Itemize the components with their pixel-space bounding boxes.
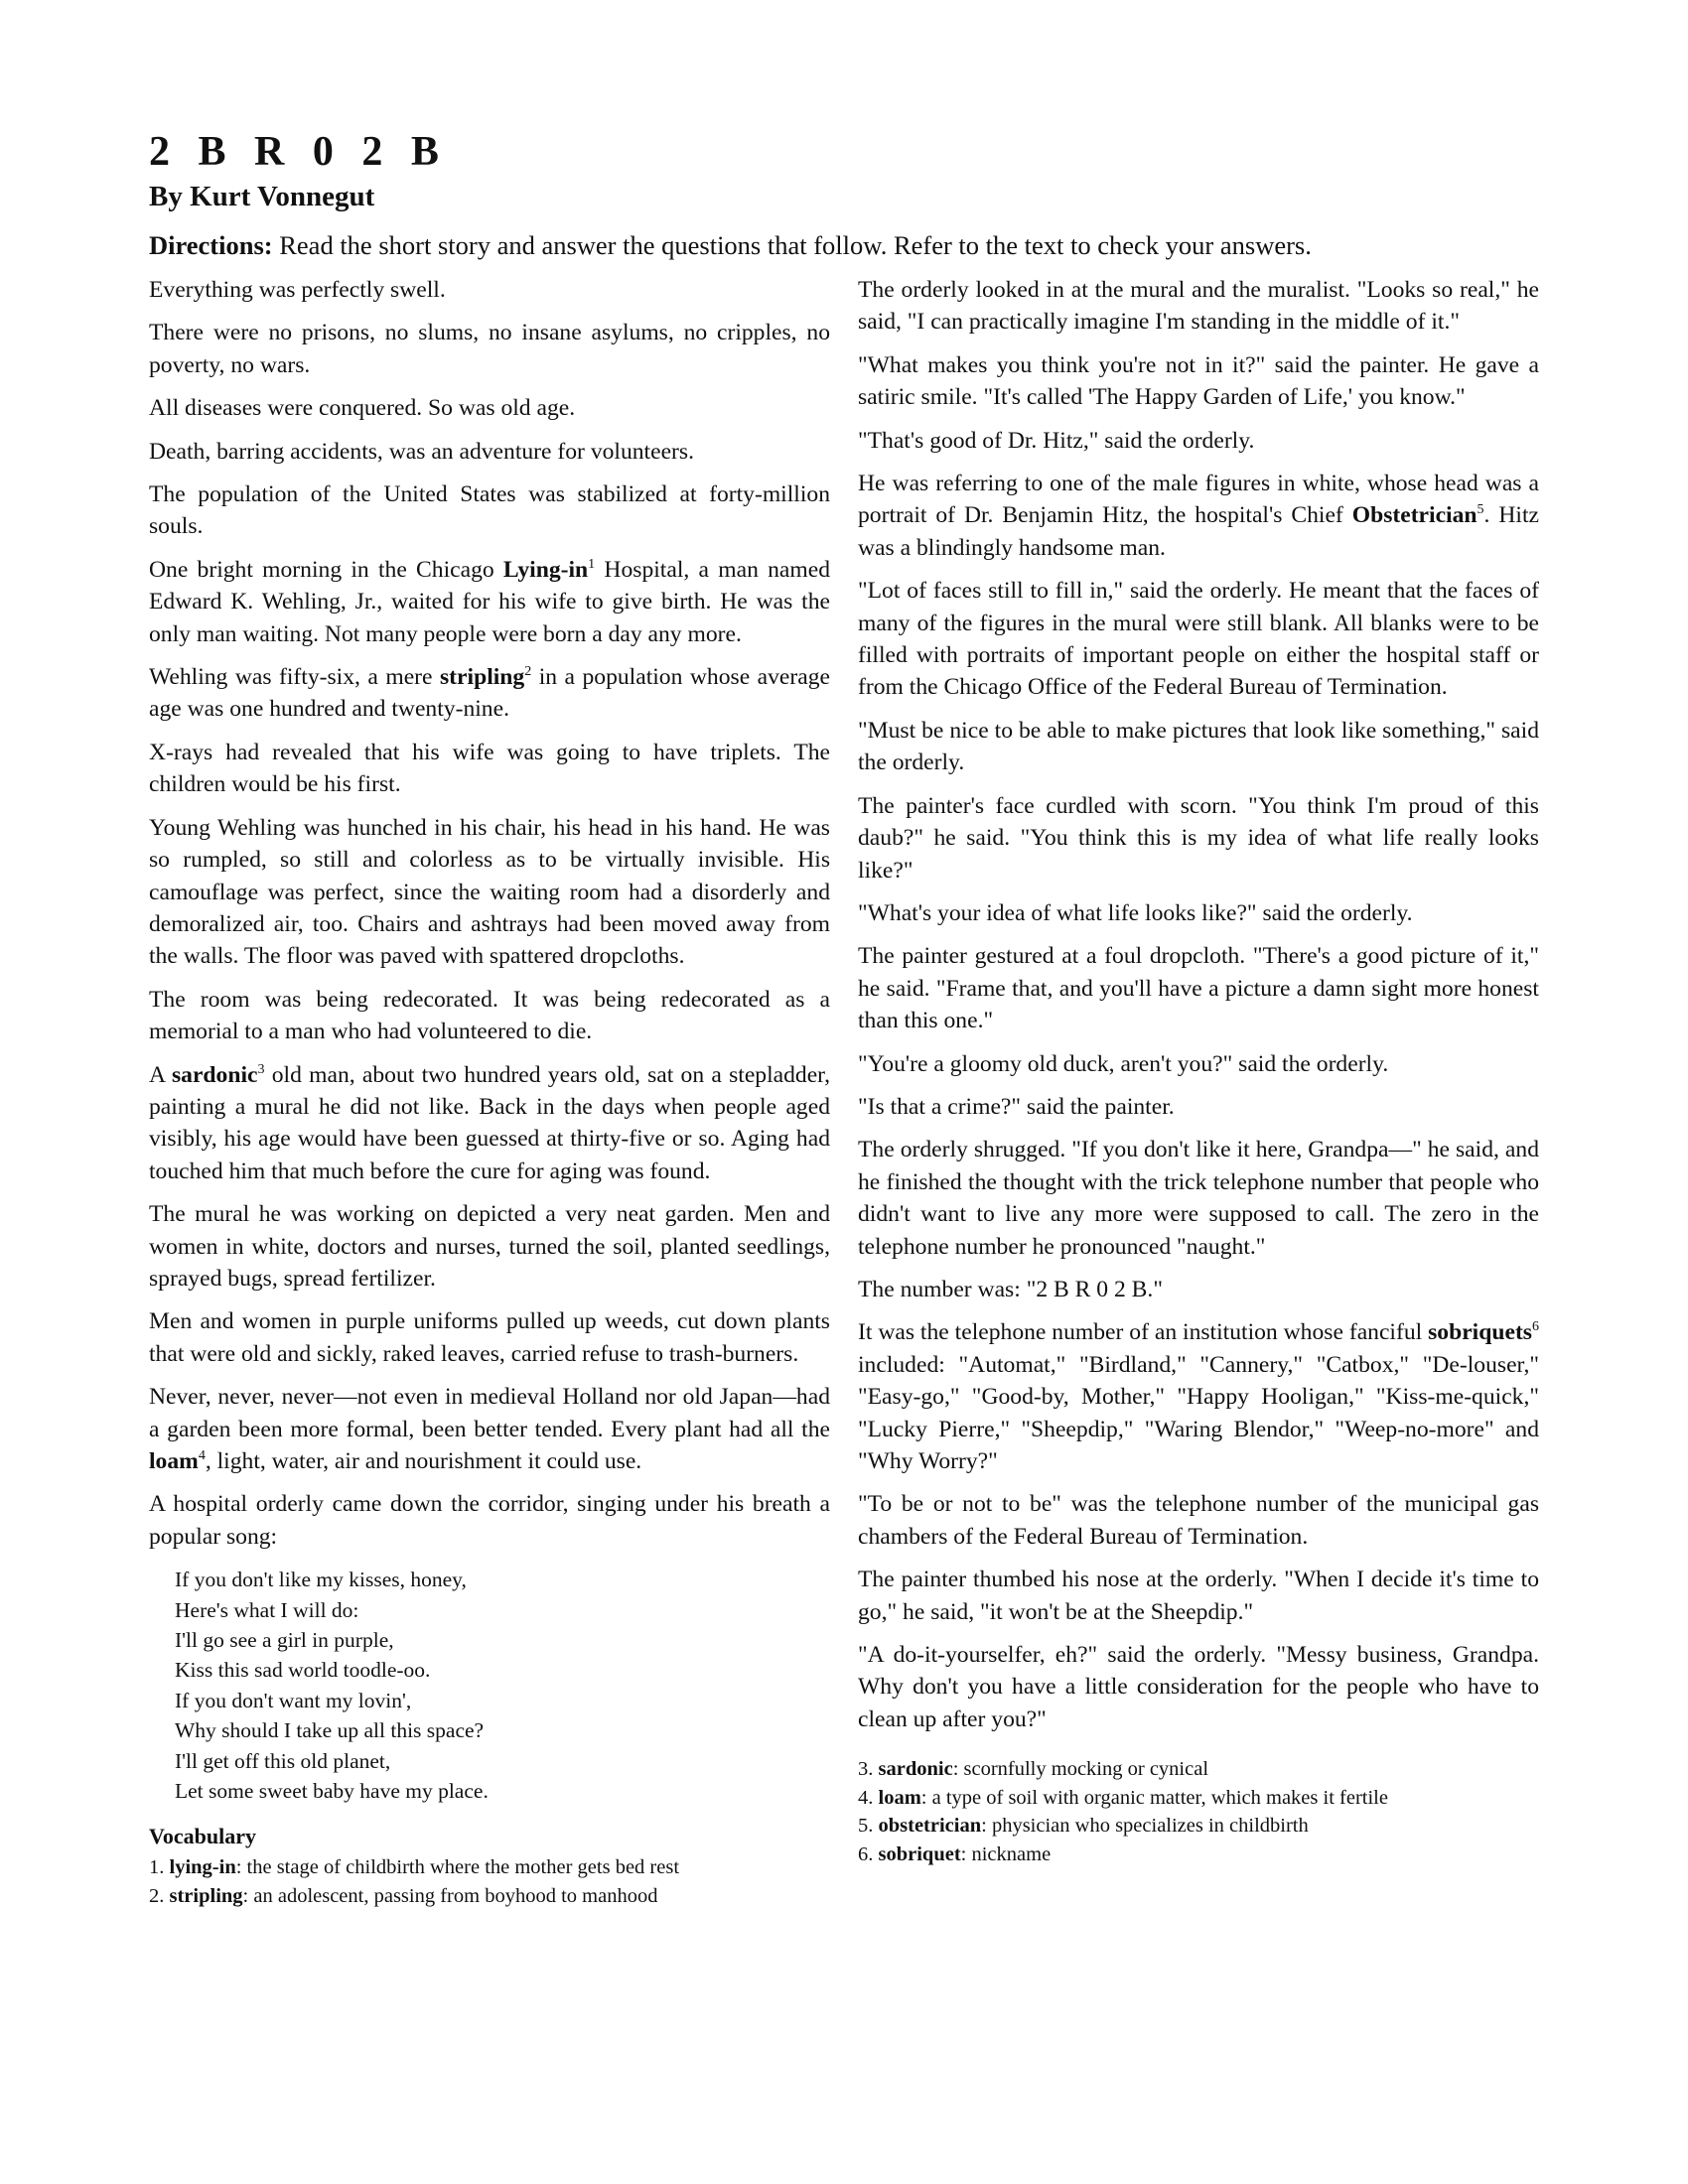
song-lyrics — [175, 1565, 830, 1806]
text-run: . Hitz was a blindingly handsome man. — [858, 502, 1540, 561]
paragraph: The mural he was working on depicted a very neat garden. Men and women in white, doctors and nurses, turned the soil, planted seedlings, sprayed bugs, spread fertilizer. — [149, 1201, 830, 1292]
text-run: in a population whose average age was one hundred and twenty-nine. — [149, 664, 830, 723]
vocab-item-term: sardonic — [878, 1758, 953, 1781]
footnote-ref: 5 — [1477, 502, 1484, 518]
vocab-definition: : nickname — [960, 1843, 1052, 1865]
paragraph — [858, 1316, 1539, 1477]
song-line: If you don't like my kisses, honey, — [175, 1568, 467, 1592]
paragraph: "You're a gloomy old duck, aren't you?" said the orderly. — [858, 1050, 1389, 1077]
directions-text: Read the short story and answer the questions that follow. Refer to the text to check your answers. — [272, 230, 1312, 260]
paragraph: Death, barring accidents, was an adventure for volunteers. — [149, 438, 694, 465]
footnote-ref: 3 — [257, 1061, 265, 1077]
paragraph: The population of the United States was stabilized at forty-million souls. — [149, 481, 830, 540]
footnote-ref: 2 — [524, 664, 532, 680]
vocab-item — [858, 1784, 1539, 1813]
paragraph — [149, 1059, 830, 1188]
paragraph: "What makes you think you're not in it?" said the painter. He gave a satiric smile. "It's called 'The Happy Garden of Life,' you know." — [858, 351, 1539, 411]
vocab-term: sardonic — [171, 1061, 258, 1088]
paragraph: The room was being redecorated. It was being redecorated as a memorial to a man who had volunteered to die. — [149, 986, 830, 1045]
paragraph: Everything was perfectly swell. — [149, 277, 446, 303]
song-line: Let some sweet baby have my place. — [175, 1779, 489, 1804]
vocab-definition: : physician who specializes in childbirth — [981, 1815, 1309, 1838]
paragraph: "Lot of faces still to fill in," said the orderly. He meant that the faces of many of the figures in the mural were still blank. All blanks were to be filled with portraits of important people on either the hospital staff or from the Chicago Office of the Federal Bureau of Termination. — [858, 578, 1539, 701]
text-run: One bright morning in the Chicago — [149, 556, 503, 583]
vocab-term: loam — [149, 1448, 199, 1474]
paragraph: All diseases were conquered. So was old age. — [149, 395, 576, 422]
vocab-number: 6. — [858, 1843, 879, 1865]
song-line: Why should I take up all this space? — [175, 1718, 485, 1743]
vocab-number: 5. — [858, 1815, 879, 1838]
vocab-definition: : the stage of childbirth where the mother gets bed rest — [235, 1856, 680, 1879]
vocab-item-term: stripling — [169, 1884, 243, 1907]
vocab-number: 3. — [858, 1758, 879, 1781]
paragraph: The painter thumbed his nose at the orderly. "When I decide it's time to go," he said, "it won't be at the Sheepdip." — [858, 1567, 1539, 1625]
vocab-item — [149, 1853, 830, 1882]
text-run: , light, water, air and nourishment it could use. — [205, 1448, 642, 1474]
text-run: included: "Automat," "Birdland," "Cannery," "Catbox," "De-louser," "Easy-go," "Good-by, Mother," "Happy Hooligan," "Kiss-me-quick," "Lucky Pierre," "Sheepdip," "Waring Blendor," "Weep-no-more" and "Why Worry?" — [858, 1351, 1539, 1474]
vocab-number: 1. — [149, 1856, 170, 1879]
paragraph — [858, 468, 1539, 564]
vocab-item — [149, 1882, 830, 1911]
paragraph: The painter's face curdled with scorn. "You think I'm proud of this daub?" he said. "You think this is my idea of what life really looks like?" — [858, 792, 1539, 884]
paragraph — [149, 554, 830, 650]
text-run: old man, about two hundred years old, sat on a stepladder, painting a mural he did not like. Back in the days when people aged visibly, his age would have been guessed at thirty-five or so. Aging had touched him that much before the cure for aging was found. — [149, 1061, 830, 1184]
vocab-item-term: lying-in — [169, 1856, 236, 1879]
text-run: Hospital, a man named Edward K. Wehling, Jr., waited for his wife to give birth. He was the only man waiting. Not many people were born a day any more. — [149, 556, 830, 647]
song-line: Kiss this sad world toodle-oo. — [175, 1658, 431, 1683]
paragraph: "To be or not to be" was the telephone number of the municipal gas chambers of the Federal Bureau of Termination. — [858, 1491, 1539, 1550]
vocabulary-list — [858, 1755, 1539, 1868]
vocab-definition: : an adolescent, passing from boyhood to manhood — [242, 1884, 658, 1907]
footnote-ref: 4 — [198, 1448, 206, 1464]
story-author: By Kurt Vonnegut — [149, 181, 375, 212]
vocab-item-term: sobriquet — [878, 1843, 961, 1865]
paragraph: "Is that a crime?" said the painter. — [858, 1093, 1175, 1120]
text-run: Never, never, never—not even in medieval Holland nor old Japan—had a garden been more formal, been better tended. Every plant had all the — [149, 1384, 830, 1442]
document-header — [149, 127, 1539, 262]
vocab-term: sobriquets — [1428, 1319, 1532, 1346]
text-run: He was referring to one of the male figures in white, whose head was a portrait of Dr. Benjamin Hitz, the hospital's Chief — [858, 471, 1539, 529]
vocab-item — [858, 1812, 1539, 1841]
paragraph: Men and women in purple uniforms pulled up weeds, cut down plants that were old and sickly, raked leaves, carried refuse to trash-burners. — [149, 1308, 830, 1367]
story-title: 2 B R 0 2 B — [149, 129, 448, 175]
paragraph: "Must be nice to be able to make pictures that look like something," said the orderly. — [858, 717, 1539, 776]
vocab-term: Lying-in — [502, 556, 589, 583]
paragraph — [149, 1381, 830, 1477]
vocab-item-term: loam — [878, 1786, 921, 1809]
vocabulary-list — [149, 1853, 830, 1910]
paragraph: Young Wehling was hunched in his chair, his head in his hand. He was so rumpled, so still and colorless as to be virtually invisible. His camouflage was perfect, since the waiting room had a disorderly and demoralized air, too. Chairs and ashtrays had been moved away from the walls. The floor was paved with spattered dropcloths. — [149, 814, 830, 970]
vocab-item — [858, 1755, 1539, 1784]
text-run: It was the telephone number of an institution whose fanciful — [858, 1319, 1429, 1346]
left-column — [149, 274, 830, 1910]
song-line: Here's what I will do: — [175, 1597, 359, 1622]
paragraph: There were no prisons, no slums, no insane asylums, no cripples, no poverty, no wars. — [149, 320, 830, 378]
footnote-ref: 1 — [588, 556, 596, 572]
song-line: I'll get off this old planet, — [175, 1748, 391, 1773]
directions — [149, 228, 1539, 262]
vocabulary-heading: Vocabulary — [149, 1824, 256, 1849]
paragraph — [149, 661, 830, 726]
vocab-term: stripling — [440, 664, 525, 691]
vocab-number: 4. — [858, 1786, 879, 1809]
footnote-ref: 6 — [1532, 1319, 1539, 1335]
paragraph: The orderly shrugged. "If you don't like it here, Grandpa—" he said, and he finished the thought with the trick telephone number that people who didn't want to live any more were supposed to call. The zero in the telephone number he pronounced "naught." — [858, 1137, 1539, 1260]
paragraph: "What's your idea of what life looks like?" said the orderly. — [858, 899, 1413, 926]
vocab-item — [858, 1841, 1539, 1869]
paragraph: The orderly looked in at the mural and the muralist. "Looks so real," he said, "I can practically imagine I'm standing in the middle of it." — [858, 277, 1539, 336]
paragraph: X-rays had revealed that his wife was going to have triplets. The children would be his first. — [149, 739, 830, 798]
song-line: I'll go see a girl in purple, — [175, 1628, 394, 1653]
paragraph: "That's good of Dr. Hitz," said the orderly. — [858, 427, 1255, 454]
paragraph: The number was: "2 B R 0 2 B." — [858, 1276, 1163, 1302]
text-run: A — [149, 1061, 172, 1088]
paragraph: A hospital orderly came down the corridor, singing under his breath a popular song: — [149, 1491, 830, 1550]
vocab-definition: : a type of soil with organic matter, which makes it fertile — [920, 1786, 1388, 1809]
paragraph: "A do-it-yourselfer, eh?" said the orderly. "Messy business, Grandpa. Why don't you have a little consideration for the people who have to clean up after you?" — [858, 1642, 1539, 1732]
vocab-number: 2. — [149, 1884, 170, 1907]
directions-label: Directions: — [149, 230, 273, 260]
vocab-item-term: obstetrician — [878, 1815, 982, 1838]
vocab-definition: : scornfully mocking or cynical — [952, 1758, 1209, 1781]
right-column — [858, 274, 1539, 1868]
song-line: If you don't want my lovin', — [175, 1688, 412, 1712]
paragraph: The painter gestured at a foul dropcloth. "There's a good picture of it," he said. "Frame that, and you'll have a picture a damn sight more honest than this one." — [858, 943, 1539, 1034]
vocab-term: Obstetrician — [1351, 502, 1477, 529]
text-run: Wehling was fifty-six, a mere — [149, 664, 440, 691]
